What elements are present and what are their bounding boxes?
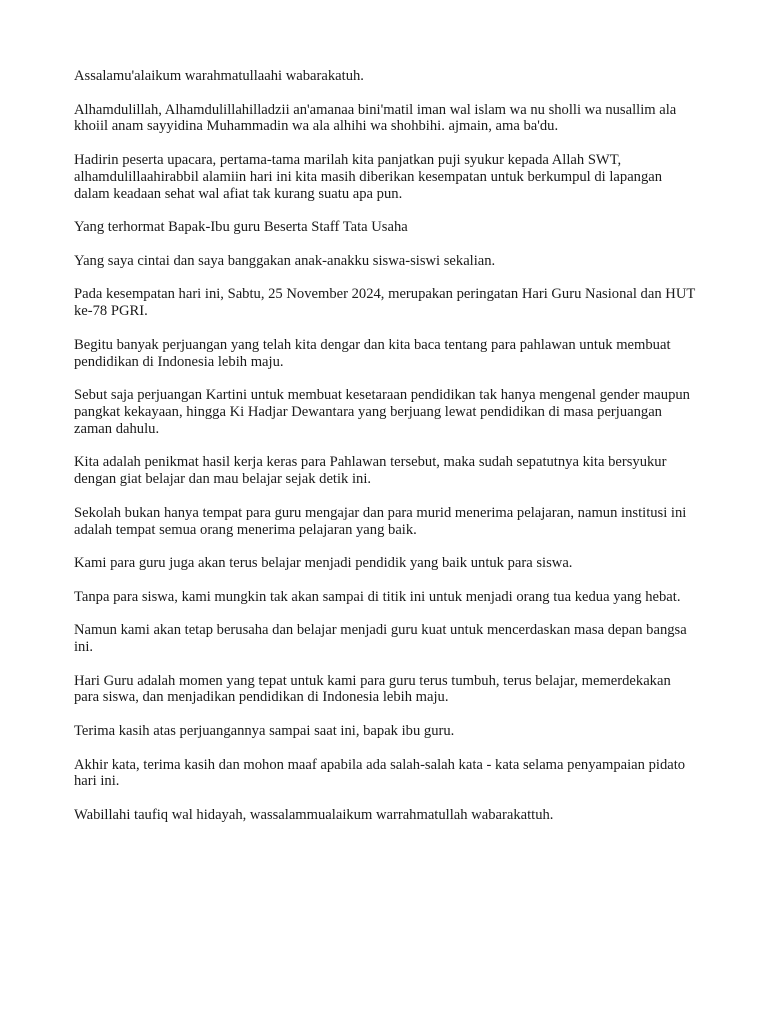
thanks-paragraph: Terima kasih atas perjuangannya sampai saat ini, bapak ibu guru.: [74, 723, 455, 740]
greeting-paragraph: Assalamu'alaikum warahmatullaahi wabarakatuh.: [74, 68, 364, 84]
school-paragraph: Sekolah bukan hanya tempat para guru mengajar dan para murid menerima pelajaran, namun institusi ini adalah tempat semua orang menerima pelajaran yang baik.: [74, 504, 687, 538]
address-students-paragraph: Yang saya cintai dan saya banggakan anak-anakku siswa-siswi sekalian.: [74, 252, 496, 269]
heroes-paragraph: Begitu banyak perjuangan yang telah kita dengar dan kita baca tentang para pahlawan untuk membuat pendidikan di Indonesia lebih maju.: [74, 336, 671, 370]
students-paragraph: Tanpa para siswa, kami mungkin tak akan sampai di titik ini untuk menjadi orang tua kedua yang hebat.: [74, 588, 681, 605]
occasion-paragraph: Pada kesempatan hari ini, Sabtu, 25 November 2024, merupakan peringatan Hari Guru Nasional dan HUT ke-78 PGRI.: [74, 286, 696, 320]
kartini-paragraph: Sebut saja perjuangan Kartini untuk membuat kesetaraan pendidikan tak hanya mengenal gender maupun pangkat kekayaan, hingga Ki Hadjar Dewantara yang berjuang lewat pendidikan di masa perjuangan zaman dahulu.: [74, 387, 690, 437]
gratefulness-paragraph: Kita adalah penikmat hasil kerja keras para Pahlawan tersebut, maka sudah sepatutnya kita bersyukur dengan giat belajar dan mau belajar sejak detik ini.: [74, 454, 667, 488]
speech-text: [74, 68, 698, 841]
opening-prayer-paragraph: Alhamdulillah, Alhamdulillahilladzii an'amanaa bini'matil iman wal islam wa nu sholli wa nusallim ala khoiil anam sayyidina Muhammadin wa ala alhihi wa shohbihi. ajmain, ama ba'du.: [74, 101, 677, 135]
closing-paragraph: Akhir kata, terima kasih dan mohon maaf apabila ada salah-salah kata - kata selama penyampaian pidato hari ini.: [74, 756, 686, 790]
teachers-day-paragraph: Hari Guru adalah momen yang tepat untuk kami para guru terus tumbuh, terus belajar, memerdekakan para siswa, dan menjadikan pendidikan di Indonesia lebih maju.: [74, 672, 671, 706]
farewell-paragraph: Wabillahi taufiq wal hidayah, wassalammualaikum warrahmatullah wabarakattuh.: [74, 807, 554, 824]
gratitude-paragraph: Hadirin peserta upacara, pertama-tama marilah kita panjatkan puji syukur kepada Allah SWT, alhamdulillaahirabbil alamiin hari ini kita masih diberikan kesempatan untuk berkumpul di lapangan dalam keadaan sehat wal afiat tak kurang suatu apa pun.: [74, 151, 663, 202]
teachers-learn-paragraph: Kami para guru juga akan terus belajar menjadi pendidik yang baik untuk para siswa.: [74, 555, 573, 572]
effort-paragraph: Namun kami akan tetap berusaha dan belajar menjadi guru kuat untuk mencerdaskan masa depan bangsa ini.: [74, 622, 687, 656]
respect-teachers-paragraph: Yang terhormat Bapak-Ibu guru Beserta Staff Tata Usaha: [74, 219, 408, 236]
